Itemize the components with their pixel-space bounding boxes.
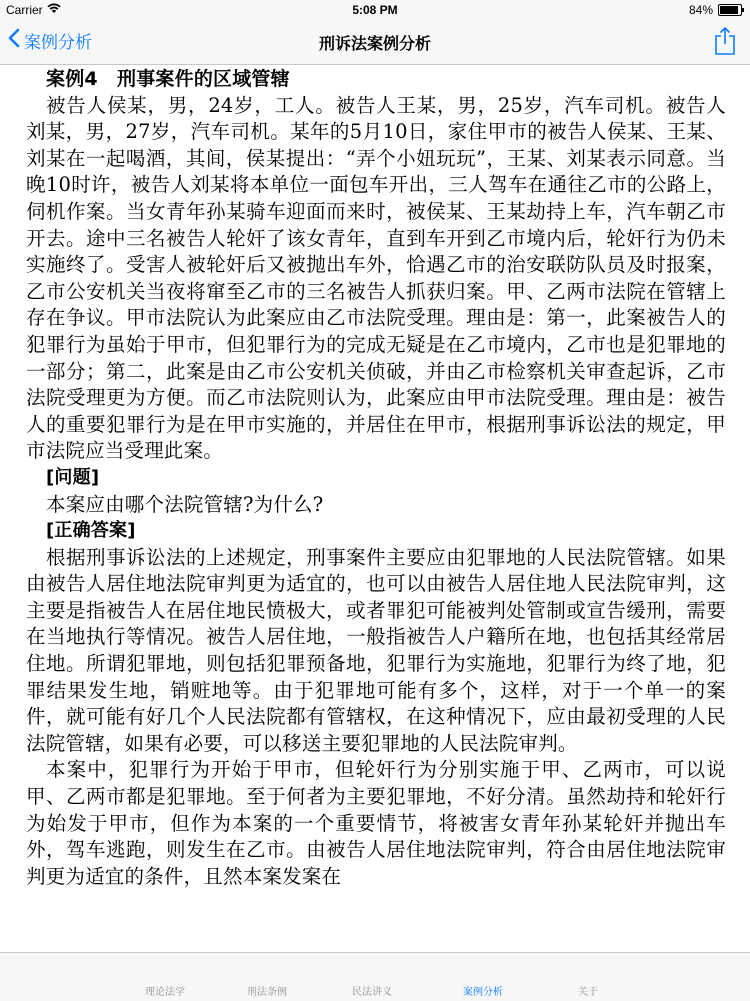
answer-header: [正确答案] [46,520,136,542]
status-bar [0,0,750,20]
answer-paragraph-1: 根据刑事诉讼法的上述规定，刑事案件主要应由犯罪地的人民法院管辖。如果由被告人居住地法院审判更为适宜的，也可以由被告人居住地人民法院审判，这主要是指被告人在居住地民愤极大，或者罪犯可能被判处管制或宣告缓刑，需要在当地执行等情况。被告人居住地，一般指被告人户籍所在地，也包括其经常居住地。所谓犯罪地，则包括犯罪预备地，犯罪行为实施地，犯罪行为终了地，犯罪结果发生地，销赃地等。由于犯罪地可能有多个，这样，对于一个单一的案件，就可能有好几个人民法院都有管辖权，在这种情况下，应由最初受理的人民法院管辖，如果有必要，可以移送主要犯罪地的人民法院审判。 [26,545,726,755]
tab-about[interactable]: 关于 [578,987,598,998]
answer-paragraph-2: 本案中，犯罪行为开始于甲市，但轮奸行为分别实施于甲、乙两市，可以说甲、乙两市都是犯罪地。至于何者为主要犯罪地，不好分清。虽然劫持和轮奸行为始发于甲市，但作为本案的一个重要情节，将被害女青年孙某轮奸并抛出车外，驾车逃跑，则发生在乙市。由被告人居住地法院审判，符合由居住地法院审判更为适宜的条件，且然本案发案在 [26,758,726,888]
tab-theory-law[interactable]: 理论法学 [145,987,185,998]
share-button[interactable] [714,26,736,60]
status-time: 5:08 PM [352,3,398,17]
battery-percent: 84% [688,3,713,17]
battery-fill [720,6,738,14]
carrier-label: Carrier [6,3,43,17]
tab-case-analysis[interactable]: 案例分析 [463,987,503,998]
navigation-bar [0,20,750,65]
battery-icon [718,4,742,16]
page-title: 刑诉法案例分析 [318,34,431,53]
share-icon [714,41,736,60]
question-header: [问题] [46,466,100,488]
tab-bar [0,952,750,1001]
question-text: 本案应由哪个法院管辖?为什么? [46,492,324,516]
status-right [689,3,742,17]
article-content[interactable] [26,66,726,952]
case-body: 被告人侯某，男，24岁，工人。被告人王某，男，25岁，汽车司机。被告人刘某，男，27岁，汽车司机。某年的5月10日，家住甲市的被告人侯某、王某、刘某在一起喝酒，其间，侯某提出：“弄个小妞玩玩”，王某、刘某表示同意。当晚10时许，被告人刘某将本单位一面包车开出，三人驾车在通往乙市的公路上，伺机作案。当女青年孙某骑车迎面而来时，被侯某、王某劫持上车，汽车朝乙市开去。途中三名被告人轮奸了该女青年，直到车开到乙市境内后，轮奸行为仍未实施终了。受害人被轮奸后又被抛出车外，恰遇乙市的治安联防队员及时报案，乙市公安机关当夜将窜至乙市的三名被告人抓获归案。甲、乙两市法院在管辖上存在争议。甲市法院认为此案应由乙市法院受理。理由是：第一，此案被告人的犯罪行为虽始于甲市，但犯罪行为的完成无疑是在乙市境内，乙市也是犯罪地的一部分；第二，此案是由乙市公安机关侦破，并由乙市检察机关审查起诉，乙市法院受理更为方便。而乙市法院则认为，此案应由甲市法院受理。理由是：被告人的重要犯罪行为是在甲市实施的，并居住在甲市，根据刑事诉讼法的规定，甲市法院应当受理此案。 [26,93,726,463]
tab-civil-law[interactable]: 民法讲义 [352,987,392,998]
tab-criminal-law[interactable]: 刑法条例 [247,987,287,998]
back-button-label: 案例分析 [24,33,92,52]
case-title: 案例4 刑事案件的区域管辖 [46,68,290,90]
